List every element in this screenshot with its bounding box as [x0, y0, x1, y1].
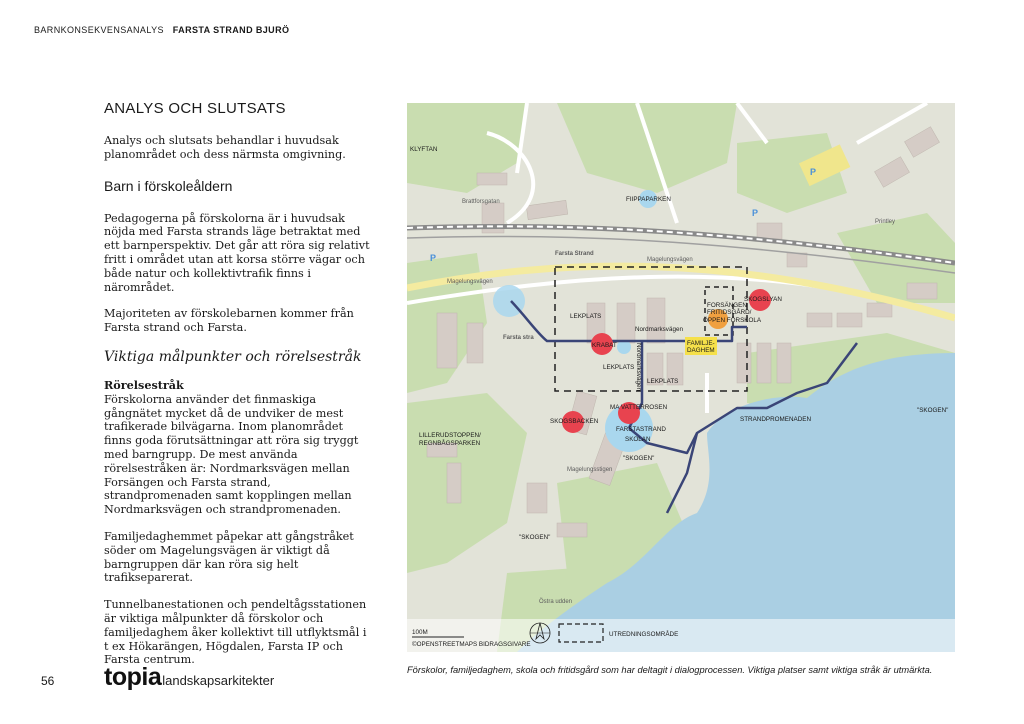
label-familjedaghem-2: DAGHEM — [687, 347, 715, 354]
svg-text:P: P — [752, 208, 759, 218]
paragraph-1: Pedagogerna på förskolorna är i huvudsak nöjda med Farsta strands läge betraktat med ett barnperspektiv. Det går att röra sig relativt fritt i området utan att korsa större vägar och både natur och kollektivtrafik finns i närområdet. — [104, 211, 370, 294]
site-map — [407, 103, 955, 652]
map-legend — [407, 619, 955, 652]
legend-utredning-label: UTREDNINGSOMRÅDE — [609, 631, 679, 638]
paragraph-5: Tunnelbanestationen och pendeltågsstationen är viktiga målpunkter då förskolor och familjedaghem åker kollektivt till utflyktsmål i t ex Hökarängen, Högdalen, Farsta IP och Farsta centrum. — [104, 598, 367, 667]
label-skogen-3: "SKOGEN" — [519, 534, 551, 541]
label-magelungsvagen-2: Magelungsvägen — [447, 279, 493, 285]
svg-text:P: P — [430, 253, 437, 263]
label-farsta-stra: Farsta stra — [503, 335, 534, 341]
text-column — [104, 100, 372, 667]
logo-tagline: landskapsarkitekter — [162, 673, 275, 688]
label-forsangen-1: FORSÄNGEN — [707, 302, 747, 309]
label-lekplats-3: LEKPLATS — [647, 378, 679, 385]
bold-subheading: Rörelsestråk — [104, 377, 184, 392]
label-magelungsstigen: Magelungsstigen — [567, 467, 613, 473]
map-caption: Förskolor, familjedaghem, skola och fritidsgård som har deltagit i dialogprocessen. Viktiga platser samt viktiga stråk är utmärkta. — [407, 665, 933, 675]
map-credit: ©OPENSTREETMAPS BIDRAGSGIVARE — [412, 641, 531, 648]
logo-brand: topia — [104, 663, 162, 691]
label-krabat: KRABAT — [592, 342, 617, 349]
label-familjedaghem-1: FAMILJE- — [687, 340, 715, 347]
label-lekplats-1: LEKPLATS — [570, 313, 602, 320]
label-magelungsvagen: Magelungsvägen — [647, 257, 693, 263]
label-brattforsgatan: Brattforsgatan — [462, 199, 500, 205]
page-number: 56 — [41, 674, 55, 688]
label-forsangen-3: ÖPPEN FÖRSKOLA — [703, 317, 762, 324]
label-strandpromenaden: STRANDPROMENADEN — [740, 416, 812, 423]
label-printley: Printley — [875, 219, 896, 225]
label-lillerud-1: LILLERUDSTOPPEN/ — [419, 432, 481, 439]
label-skogsbacken: SKOGSBACKEN — [550, 418, 599, 425]
label-farstastrand-skolan-1: FARSTASTRAND — [616, 426, 666, 433]
subsection-title: Barn i förskoleåldern — [104, 177, 233, 194]
italic-heading: Viktiga målpunkter och rörelsestråk — [104, 348, 362, 365]
scale-label: 100M — [412, 629, 428, 636]
label-lekplats-2: LEKPLATS — [603, 364, 635, 371]
svg-text:P: P — [810, 167, 817, 177]
label-matterrosen: MA VATTERROSEN — [610, 404, 668, 411]
label-ostra-udden: Östra udden — [539, 599, 573, 605]
paragraph-3: Förskolorna använder det finmaskiga gångnätet mycket då de undviker de mest trafikerade bilvägarna. Inom planområdet finns goda förutsättningar att röra sig tryggt med barngrupp. De mest använda rörelsestråken är: Nordmarksvägen mellan Forsängen och Farsta strand, strandpromenaden samt kopplingen mellan Nordmarksvägen och strandpromenaden. — [104, 392, 359, 517]
label-nordmarksvagen: Nordmarksvägen — [635, 326, 683, 333]
label-skogslyan: SKOGSLYAN — [744, 296, 782, 303]
header-right: FARSTA STRAND BJURÖ — [172, 25, 290, 35]
paragraph-2: Majoriteten av förskolebarnen kommer från Farsta strand och Farsta. — [104, 307, 354, 335]
topia-logo — [104, 663, 274, 692]
label-skogen-2: "SKOGEN" — [917, 407, 949, 414]
intro-paragraph: Analys och slutsats behandlar i huvudsak planområdet och dess närmsta omgivning. — [104, 134, 346, 161]
label-farstastrand-skolan-2: SKOLAN — [625, 436, 651, 443]
header-left: BARNKONSEKVENSANALYS — [34, 25, 164, 35]
label-fiippaparken: FIIPPAPARKEN — [626, 196, 671, 203]
paragraph-4: Familjedaghemmet påpekar att gångstråket söder om Magelungsvägen är viktigt då barngruppen där kan röra sig helt trafikseparerat. — [104, 529, 354, 585]
section-title: ANALYS OCH SLUTSATS — [104, 100, 286, 117]
label-klyftan: KLYFTAN — [410, 146, 438, 153]
label-skogen-1: "SKOGEN" — [623, 455, 655, 462]
label-forsangen-2: FRITIDSGÅRD/ — [707, 309, 752, 316]
label-lillerud-2: REGNBÅGSPARKEN — [419, 440, 481, 447]
running-header — [34, 25, 289, 35]
label-nordmarksvagen-vertical: Nordmarksvägen — [635, 343, 642, 391]
label-farsta-strand: Farsta Strand — [555, 251, 594, 257]
